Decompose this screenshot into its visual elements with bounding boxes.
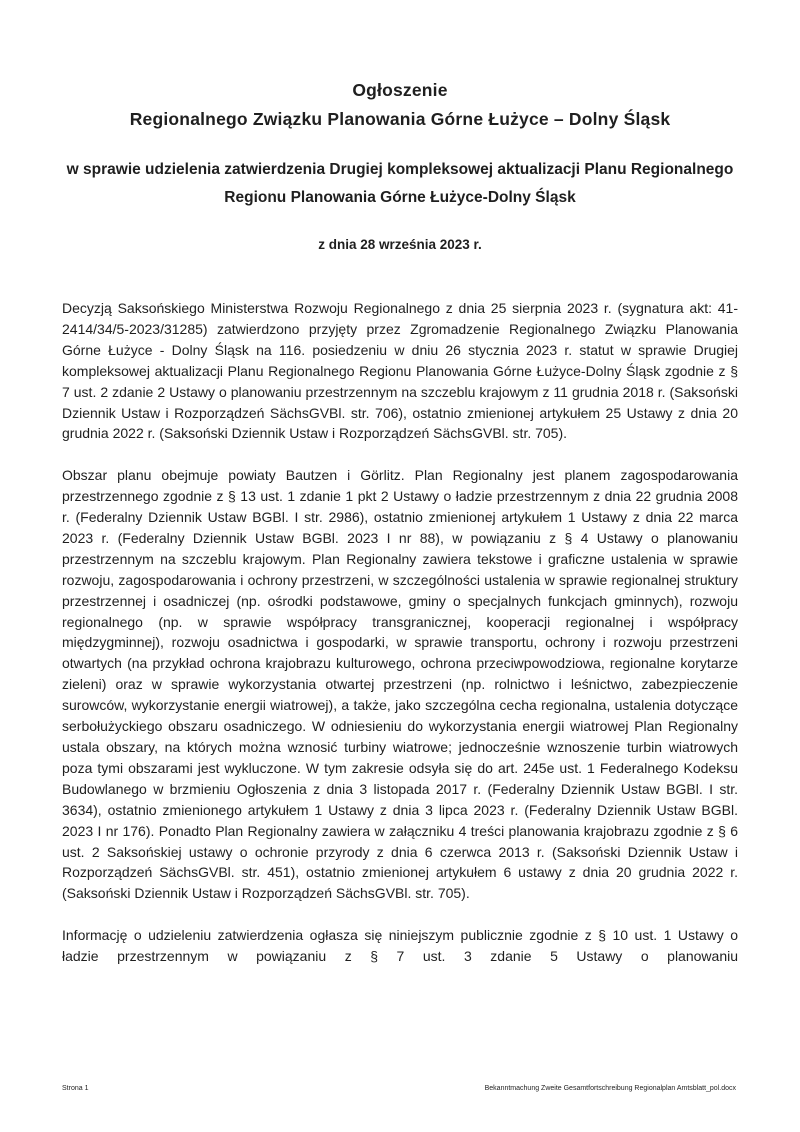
document-header — [0, 0, 800, 254]
footer-page-number: Strona 1 — [62, 1085, 89, 1092]
document-subject: w sprawie udzielenia zatwierdzenia Drugiej kompleksowej aktualizacji Planu Regionalnego Regionu Planowania Górne Łużyce-Dolny Śląsk — [66, 161, 734, 206]
document-organization: Regionalnego Związku Planowania Górne Łużyce – Dolny Śląsk — [129, 109, 671, 129]
paragraph-public-notice: Informację o udzieleniu zatwierdzenia ogłasza się niniejszym publicznie zgodnie z § 10 ust. 1 Ustawy o ładzie przestrzennym w powiązaniu z § 7 ust. 3 zdanie 5 Ustawy o planowaniu — [62, 927, 738, 965]
document-date: z dnia 28 września 2023 r. — [318, 237, 482, 252]
document-body — [62, 298, 738, 967]
footer-filename: Bekanntmachung Zweite Gesamtfortschreibung Regionalplan Amtsblatt_pol.docx — [484, 1085, 736, 1092]
document-footer — [62, 1084, 736, 1093]
document-title: Ogłoszenie — [352, 80, 448, 100]
paragraph-approval-decision: Decyzją Saksońskiego Ministerstwa Rozwoju Regionalnego z dnia 25 sierpnia 2023 r. (sygnatura akt: 41-2414/34/5-2023/31285) zatwierdzono przyjęty przez Zgromadzenie Regionalnego Związku Planowania Górne Łużyce - Dolny Śląsk na 116. posiedzeniu w dniu 26 stycznia 2023 r. statut w sprawie Drugiej kompleksowej aktualizacji Planu Regionalnego Regionu Planowania Górne Łużyce-Dolny Śląsk zgodnie z § 7 ust. 2 zdanie 2 Ustawy o planowaniu przestrzennym na szczeblu krajowym z 11 grudnia 2018 r. (Saksoński Dziennik Ustaw i Rozporządzeń SächsGVBl. str. 706), ostatnio zmienionej artykułem 25 Ustawy z dnia 20 grudnia 2022 r. (Saksoński Dziennik Ustaw i Rozporządzeń SächsGVBl. str. 705). — [62, 300, 738, 442]
paragraph-plan-scope: Obszar planu obejmuje powiaty Bautzen i Görlitz. Plan Regionalny jest planem zagospodarowania przestrzennego zgodnie z § 13 ust. 1 zdanie 1 pkt 2 Ustawy o ładzie przestrzennym z dnia 22 grudnia 2008 r. (Federalny Dziennik Ustaw BGBl. I str. 2986), ostatnio zmienionej artykułem 1 Ustawy z dnia 22 marca 2023 r. (Federalny Dziennik Ustaw BGBl. 2023 I nr 88), w powiązaniu z § 4 Ustawy o planowaniu przestrzennym na szczeblu krajowym. Plan Regionalny zawiera tekstowe i graficzne ustalenia w sprawie rozwoju, zagospodarowania i ochrony przestrzeni, w szczególności ustalenia w sprawie regionalnej struktury przestrzennej i osadniczej (np. ośrodki podstawowe, gminy o specjalnych funkcjach gminnych), rozwoju regionalnego (np. w sprawie współpracy transgranicznej, kooperacji regionalnej i współpracy międzygminnej), rozwoju osadnictwa i gospodarki, w sprawie transportu, ochrony i rozwoju przestrzeni otwartych (na przykład ochrona krajobrazu kulturowego, ochrona przeciwpowodziowa, regionalne korytarze zieleni) oraz w sprawie wykorzystania otwartej przestrzeni (np. rolnictwo i leśnictwo, zabezpieczenie surowców, wykorzystanie energii wiatrowej), a także, jako szczególna cecha regionalna, ustalenia dotyczące serbołużyckiego obszaru osadniczego. W odniesieniu do wykorzystania energii wiatrowej Plan Regionalny ustala obszary, na których można wznosić turbiny wiatrowe; jednocześnie wznoszenie turbin wiatrowych poza tymi obszarami jest wykluczone. W tym zakresie odsyła się do art. 245e ust. 1 Federalnego Kodeksu Budowlanego w brzmieniu Ogłoszenia z dnia 3 listopada 2017 r. (Federalny Dziennik Ustaw BGBl. I str. 3634), ostatnio zmienionego artykułem 1 Ustawy z dnia 3 lipca 2023 r. (Federalny Dziennik Ustaw BGBl. 2023 I nr 176). Ponadto Plan Regionalny zawiera w załączniku 4 treści planowania krajobrazu zgodnie z § 6 ust. 2 Saksońskiej ustawy o ochronie przyrody z dnia 6 czerwca 2013 r. (Saksoński Dziennik Ustaw i Rozporządzeń SächsGVBl. str. 451), ostatnio zmienionej artykułem 6 ustawy z dnia 20 grudnia 2022 r. (Saksoński Dziennik Ustaw i Rozporządzeń SächsGVBl. str. 705). — [62, 467, 738, 902]
